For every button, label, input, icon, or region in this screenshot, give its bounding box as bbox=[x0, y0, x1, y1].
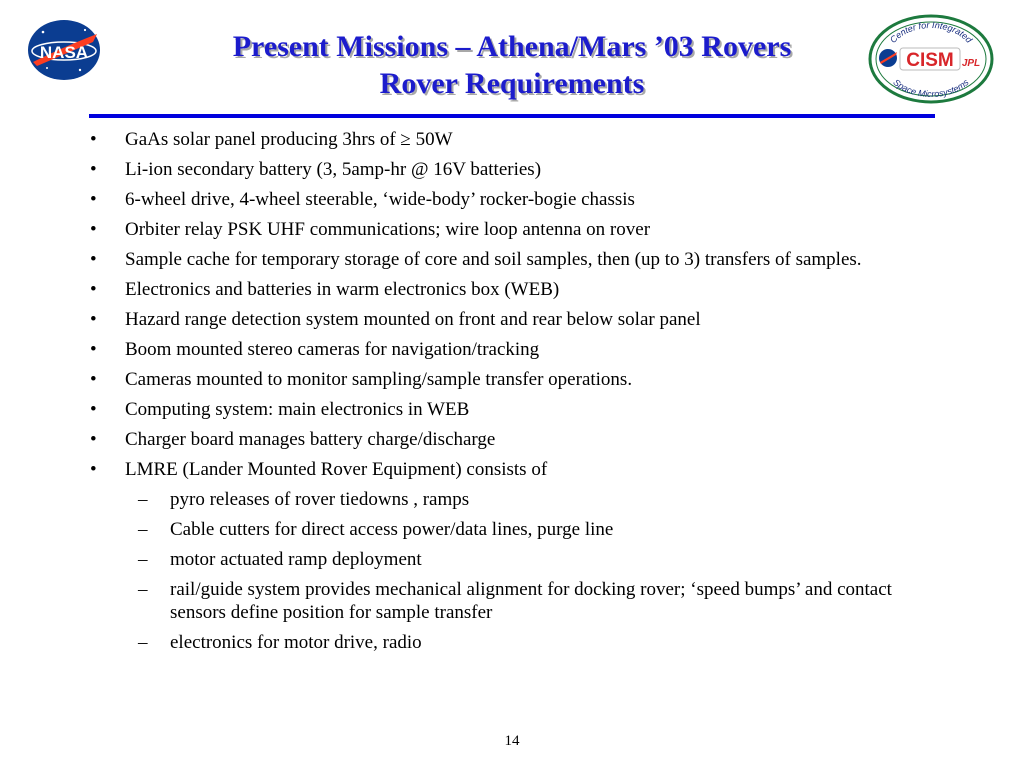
sub-bullet-item bbox=[138, 548, 945, 571]
bullet-item bbox=[0, 248, 945, 271]
nasa-logo-text: NASA bbox=[39, 43, 89, 62]
cism-logo bbox=[868, 14, 994, 104]
cism-bottom-text: Space Microsystems bbox=[891, 77, 971, 100]
dash-marker: – bbox=[138, 519, 148, 540]
bullet-marker: • bbox=[90, 459, 97, 480]
bullet-text: Hazard range detection system mounted on front and rear below solar panel bbox=[125, 309, 701, 330]
bullet-item bbox=[0, 368, 945, 391]
bullet-item bbox=[0, 188, 945, 211]
bullet-item bbox=[0, 428, 945, 451]
bullet-marker: • bbox=[90, 309, 97, 330]
cism-jpl-text: JPL bbox=[961, 58, 981, 69]
bullet-item bbox=[0, 128, 945, 151]
bullet-marker: • bbox=[90, 339, 97, 360]
bullet-marker: • bbox=[90, 219, 97, 240]
sub-bullet-item bbox=[138, 578, 945, 624]
bullet-marker: • bbox=[90, 429, 97, 450]
cism-top-text: Center for Integrated bbox=[887, 19, 975, 45]
bullet-marker: • bbox=[90, 189, 97, 210]
bullet-text: LMRE (Lander Mounted Rover Equipment) consists of bbox=[125, 459, 548, 480]
bullet-text: Sample cache for temporary storage of core and soil samples, then (up to 3) transfers of samples. bbox=[125, 249, 862, 270]
bullet-text: Cameras mounted to monitor sampling/sample transfer operations. bbox=[125, 369, 633, 390]
cism-main-text: CISM bbox=[906, 50, 954, 71]
bullet-text: Computing system: main electronics in WEB bbox=[125, 399, 470, 420]
sub-bullet-item bbox=[138, 631, 945, 654]
bullet-marker: • bbox=[90, 249, 97, 270]
title-rule bbox=[89, 114, 935, 118]
bullet-text: Electronics and batteries in warm electronics box (WEB) bbox=[125, 279, 560, 300]
bullet-item bbox=[0, 338, 945, 361]
bullet-text: Boom mounted stereo cameras for navigation/tracking bbox=[125, 339, 540, 360]
bullet-text: Orbiter relay PSK UHF communications; wire loop antenna on rover bbox=[125, 219, 651, 240]
bullet-text: GaAs solar panel producing 3hrs of ≥ 50W bbox=[125, 129, 453, 150]
bullet-list bbox=[0, 128, 1024, 654]
sub-bullet-text: Cable cutters for direct access power/data lines, purge line bbox=[170, 519, 614, 540]
slide-body bbox=[0, 128, 1024, 661]
bullet-marker: • bbox=[90, 159, 97, 180]
sub-bullet-list bbox=[125, 488, 945, 654]
bullet-text: Charger board manages battery charge/discharge bbox=[125, 429, 496, 450]
dash-marker: – bbox=[138, 579, 148, 600]
bullet-text: Li-ion secondary battery (3, 5amp-hr @ 16V batteries) bbox=[125, 159, 542, 180]
bullet-item-lmre bbox=[0, 458, 945, 654]
page-number: 14 bbox=[504, 733, 520, 749]
bullet-marker: • bbox=[90, 399, 97, 420]
title-line-1: Present Missions – Athena/Mars ’03 Rovers bbox=[232, 30, 792, 63]
sub-bullet-item bbox=[138, 518, 945, 541]
bullet-marker: • bbox=[90, 369, 97, 390]
nasa-logo bbox=[25, 18, 103, 82]
bullet-item bbox=[0, 308, 945, 331]
sub-bullet-text: electronics for motor drive, radio bbox=[170, 632, 422, 653]
dash-marker: – bbox=[138, 489, 148, 510]
bullet-item bbox=[0, 218, 945, 241]
bullet-marker: • bbox=[90, 279, 97, 300]
slide-title bbox=[140, 28, 884, 102]
bullet-item bbox=[0, 398, 945, 421]
bullet-text: 6-wheel drive, 4-wheel steerable, ‘wide-body’ rocker-bogie chassis bbox=[125, 189, 635, 210]
bullet-marker: • bbox=[90, 129, 97, 150]
sub-bullet-text: rail/guide system provides mechanical alignment for docking rover; ‘speed bumps’ and contact sensors define position for sample transfer bbox=[170, 579, 892, 623]
sub-bullet-item bbox=[138, 488, 945, 511]
bullet-item bbox=[0, 158, 945, 181]
dash-marker: – bbox=[138, 549, 148, 570]
sub-bullet-text: pyro releases of rover tiedowns , ramps bbox=[170, 489, 470, 510]
dash-marker: – bbox=[138, 632, 148, 653]
sub-bullet-text: motor actuated ramp deployment bbox=[170, 549, 422, 570]
title-line-2: Rover Requirements bbox=[379, 67, 645, 100]
bullet-item bbox=[0, 278, 945, 301]
